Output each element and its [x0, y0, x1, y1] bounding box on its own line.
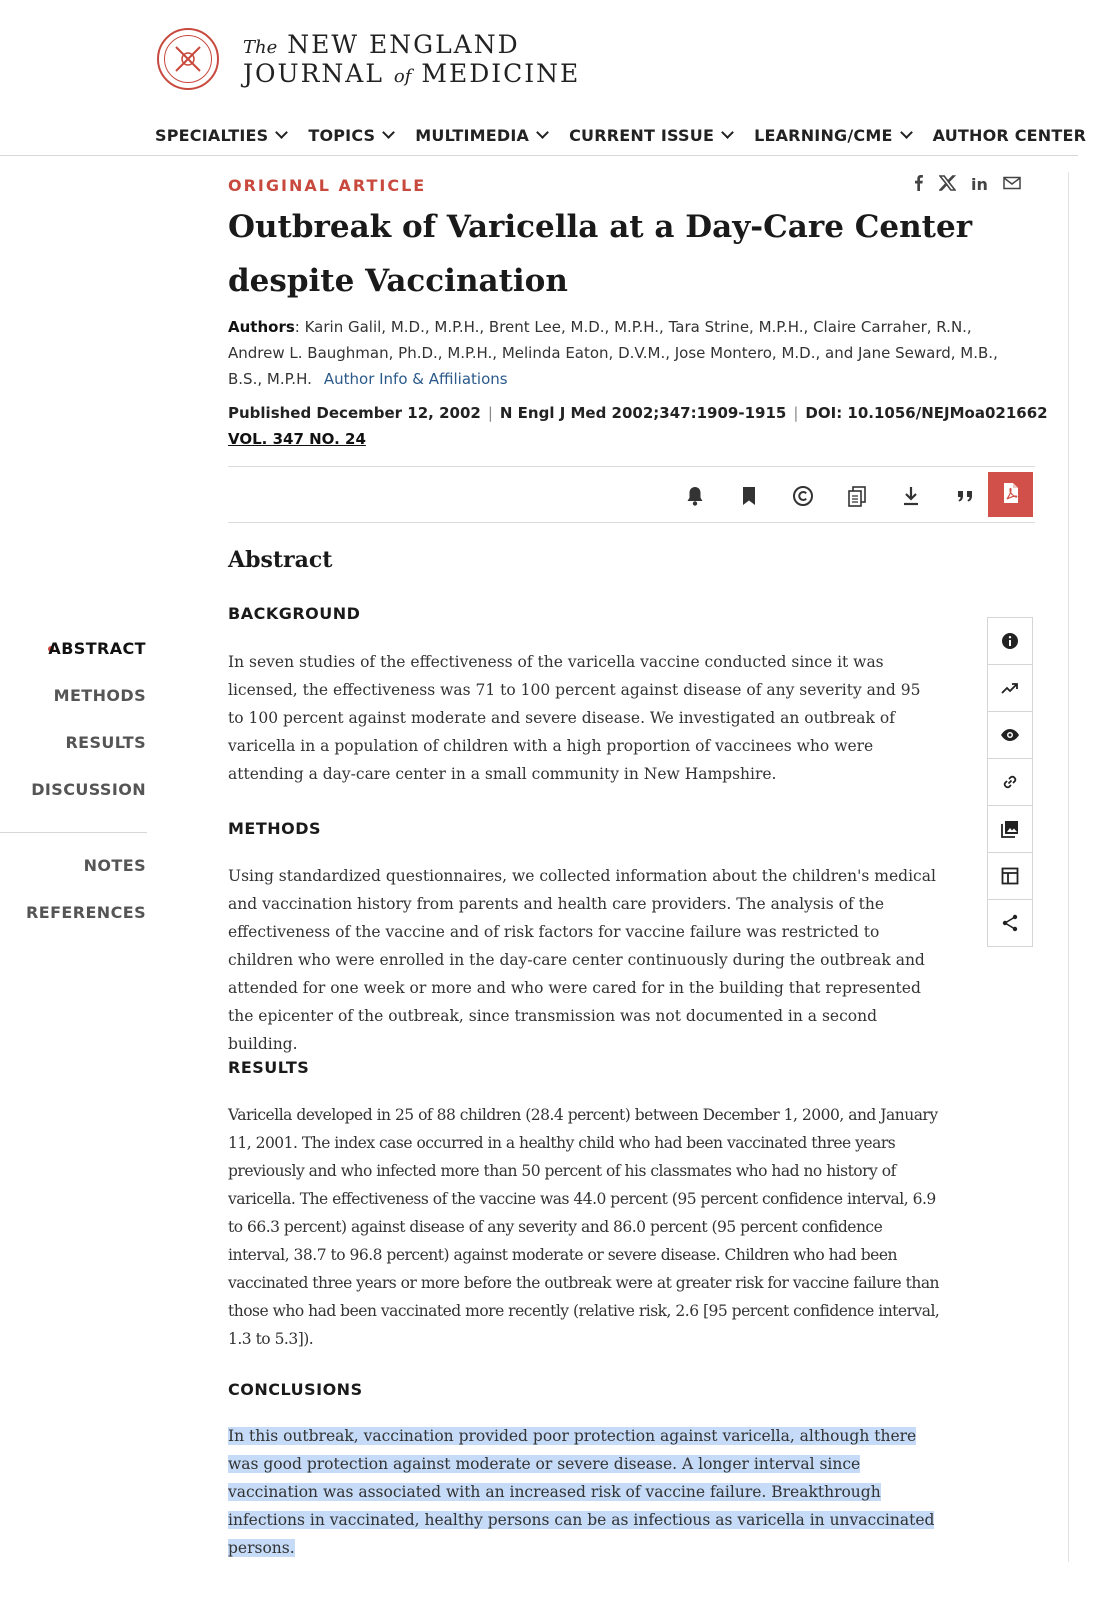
- pdf-icon: [1002, 482, 1020, 508]
- selected-text-highlight: In this outbreak, vaccination provided poor protection against varicella, although there was good protection against moderate or severe disease. A longer interval since vaccination was associated with an increased risk of vaccine failure. Breakthrough infections in vaccinated, healthy persons can be as infectious as varicella in unvaccinated persons.: [228, 1427, 935, 1557]
- article-toolbar: [668, 474, 992, 518]
- logo-journal: JOURNAL: [243, 59, 384, 88]
- toc-results[interactable]: RESULTS: [65, 733, 146, 752]
- toc-notes[interactable]: NOTES: [83, 856, 146, 875]
- quote-icon[interactable]: [938, 474, 992, 518]
- share-links: [912, 174, 1021, 195]
- copy-icon[interactable]: [830, 474, 884, 518]
- volume-issue-link[interactable]: VOL. 347 NO. 24: [228, 430, 366, 448]
- methods-heading: METHODS: [228, 819, 322, 838]
- content-right-border: [1068, 172, 1069, 1562]
- table-icon[interactable]: [988, 853, 1032, 900]
- chevron-down-icon: [536, 126, 549, 139]
- nav-learning-cme[interactable]: LEARNING/CME: [754, 124, 911, 146]
- images-icon[interactable]: [988, 806, 1032, 853]
- nav-divider: [0, 155, 1078, 156]
- nav-current-issue[interactable]: CURRENT ISSUE: [569, 124, 732, 146]
- logo-of: of: [393, 66, 412, 87]
- abstract-heading: Abstract: [228, 547, 333, 573]
- chevron-down-icon: [721, 126, 734, 139]
- publication-info: Published December 12, 2002 | N Engl J Med 2002;347:1909-1915 | DOI: 10.1056/NEJMoa021662: [228, 404, 1048, 422]
- linkedin-icon[interactable]: in: [971, 175, 988, 194]
- background-text: In seven studies of the effectiveness of the varicella vaccine conducted since it was licensed, the effectiveness was 71 to 100 percent against disease of any severity and 95 to 100 percent against moderate and severe disease. We investigated an outbreak of varicella in a population of children with a high proportion of vaccinees who were attending a day-care center in a small community in New Hampshire.: [228, 653, 921, 783]
- conclusions-text: [228, 1422, 940, 1562]
- pdf-download-button[interactable]: [988, 472, 1033, 517]
- facebook-icon[interactable]: [912, 174, 924, 195]
- article-type-kicker[interactable]: ORIGINAL ARTICLE: [228, 176, 427, 195]
- share-icon[interactable]: [988, 900, 1032, 946]
- citation: N Engl J Med 2002;347:1909-1915: [499, 404, 787, 422]
- doi[interactable]: DOI: 10.1056/NEJMoa021662: [805, 404, 1048, 422]
- toc-divider: [0, 832, 147, 833]
- results-text: Varicella developed in 25 of 88 children (28.4 percent) between December 1, 2000, and January 11, 2001. The index case occurred in a healthy child who had been vaccinated three years previously and who infected more than 50 percent of his classmates who had no history of varicella. The effectiveness of the vaccine was 44.0 percent (95 percent confidence interval, 6.9 to 66.3 percent) against disease of any severity and 86.0 percent (95 percent confidence interval, 38.7 to 96.8 percent) against moderate or severe disease. Children who had been vaccinated three years or more before the outbreak were at greater risk for vaccine failure than those who had been vaccinated more recently (relative risk, 2.6 [95 percent confidence interval, 1.3 to 5.3]).: [228, 1106, 940, 1348]
- eye-icon[interactable]: [988, 712, 1032, 759]
- author-list: [228, 314, 1028, 392]
- nav-multimedia[interactable]: MULTIMEDIA: [415, 124, 547, 146]
- authors-names: : Karin Galil, M.D., M.P.H., Brent Lee, M.D., M.P.H., Tara Strine, M.P.H., Claire Carraher, R.N., Andrew L. Baughman, Ph.D., M.P.H., Melinda Eaton, D.V.M., Jose Montero, M.D., and Jane Seward, M.B., B.S., M.P.H.: [228, 318, 998, 388]
- logo-wordmark-line2[interactable]: [243, 59, 580, 88]
- conclusions-heading: CONCLUSIONS: [228, 1380, 363, 1399]
- chevron-down-icon: [382, 126, 395, 139]
- authors-label: Authors: [228, 318, 295, 336]
- background-heading: BACKGROUND: [228, 604, 361, 623]
- logo-medicine: MEDICINE: [421, 59, 581, 88]
- toc-references[interactable]: REFERENCES: [26, 903, 146, 922]
- methods-text: Using standardized questionnaires, we collected information about the children's medical and vaccination history from parents and health care providers. The analysis of the effectiveness of the vaccine and of risk factors for vaccine failure was restricted to children who were enrolled in the day-care center continuously during the outbreak and attended for one week or more and who were cared for in the building that represented the epicenter of the outbreak, since transmission was not documented in a second building.: [228, 867, 936, 1053]
- nav-author-center[interactable]: AUTHOR CENTER: [932, 125, 1087, 145]
- author-info-link[interactable]: Author Info & Affiliations: [323, 370, 508, 388]
- trending-icon[interactable]: [988, 665, 1032, 712]
- toc-methods[interactable]: METHODS: [53, 686, 146, 705]
- chevron-down-icon: [275, 126, 288, 139]
- toc-discussion[interactable]: DISCUSSION: [31, 780, 146, 799]
- x-icon[interactable]: [939, 175, 956, 195]
- nav-topics[interactable]: TOPICS: [308, 124, 393, 146]
- article-title: Outbreak of Varicella at a Day-Care Center despite Vaccination: [228, 209, 973, 299]
- nejm-seal-icon[interactable]: [157, 28, 219, 90]
- nav-specialties[interactable]: SPECIALTIES: [155, 124, 286, 146]
- chevron-down-icon: [900, 126, 913, 139]
- main-nav: [155, 124, 1086, 146]
- link-icon[interactable]: [988, 759, 1032, 806]
- logo-new-england: NEW ENGLAND: [287, 30, 520, 59]
- copyright-icon[interactable]: [776, 474, 830, 518]
- email-icon[interactable]: [1003, 175, 1021, 194]
- toolbar-top-rule: [228, 466, 1035, 467]
- info-icon[interactable]: [988, 618, 1032, 665]
- bell-icon[interactable]: [668, 474, 722, 518]
- logo-wordmark-line1[interactable]: [243, 30, 520, 59]
- toc-abstract[interactable]: ABSTRACT: [48, 639, 146, 658]
- bookmark-icon[interactable]: [722, 474, 776, 518]
- side-tool-rail: [987, 617, 1033, 947]
- download-icon[interactable]: [884, 474, 938, 518]
- toolbar-bottom-rule: [228, 522, 1035, 523]
- logo-the: The: [243, 37, 278, 58]
- published-date: Published December 12, 2002: [228, 404, 481, 422]
- results-heading: RESULTS: [228, 1058, 310, 1077]
